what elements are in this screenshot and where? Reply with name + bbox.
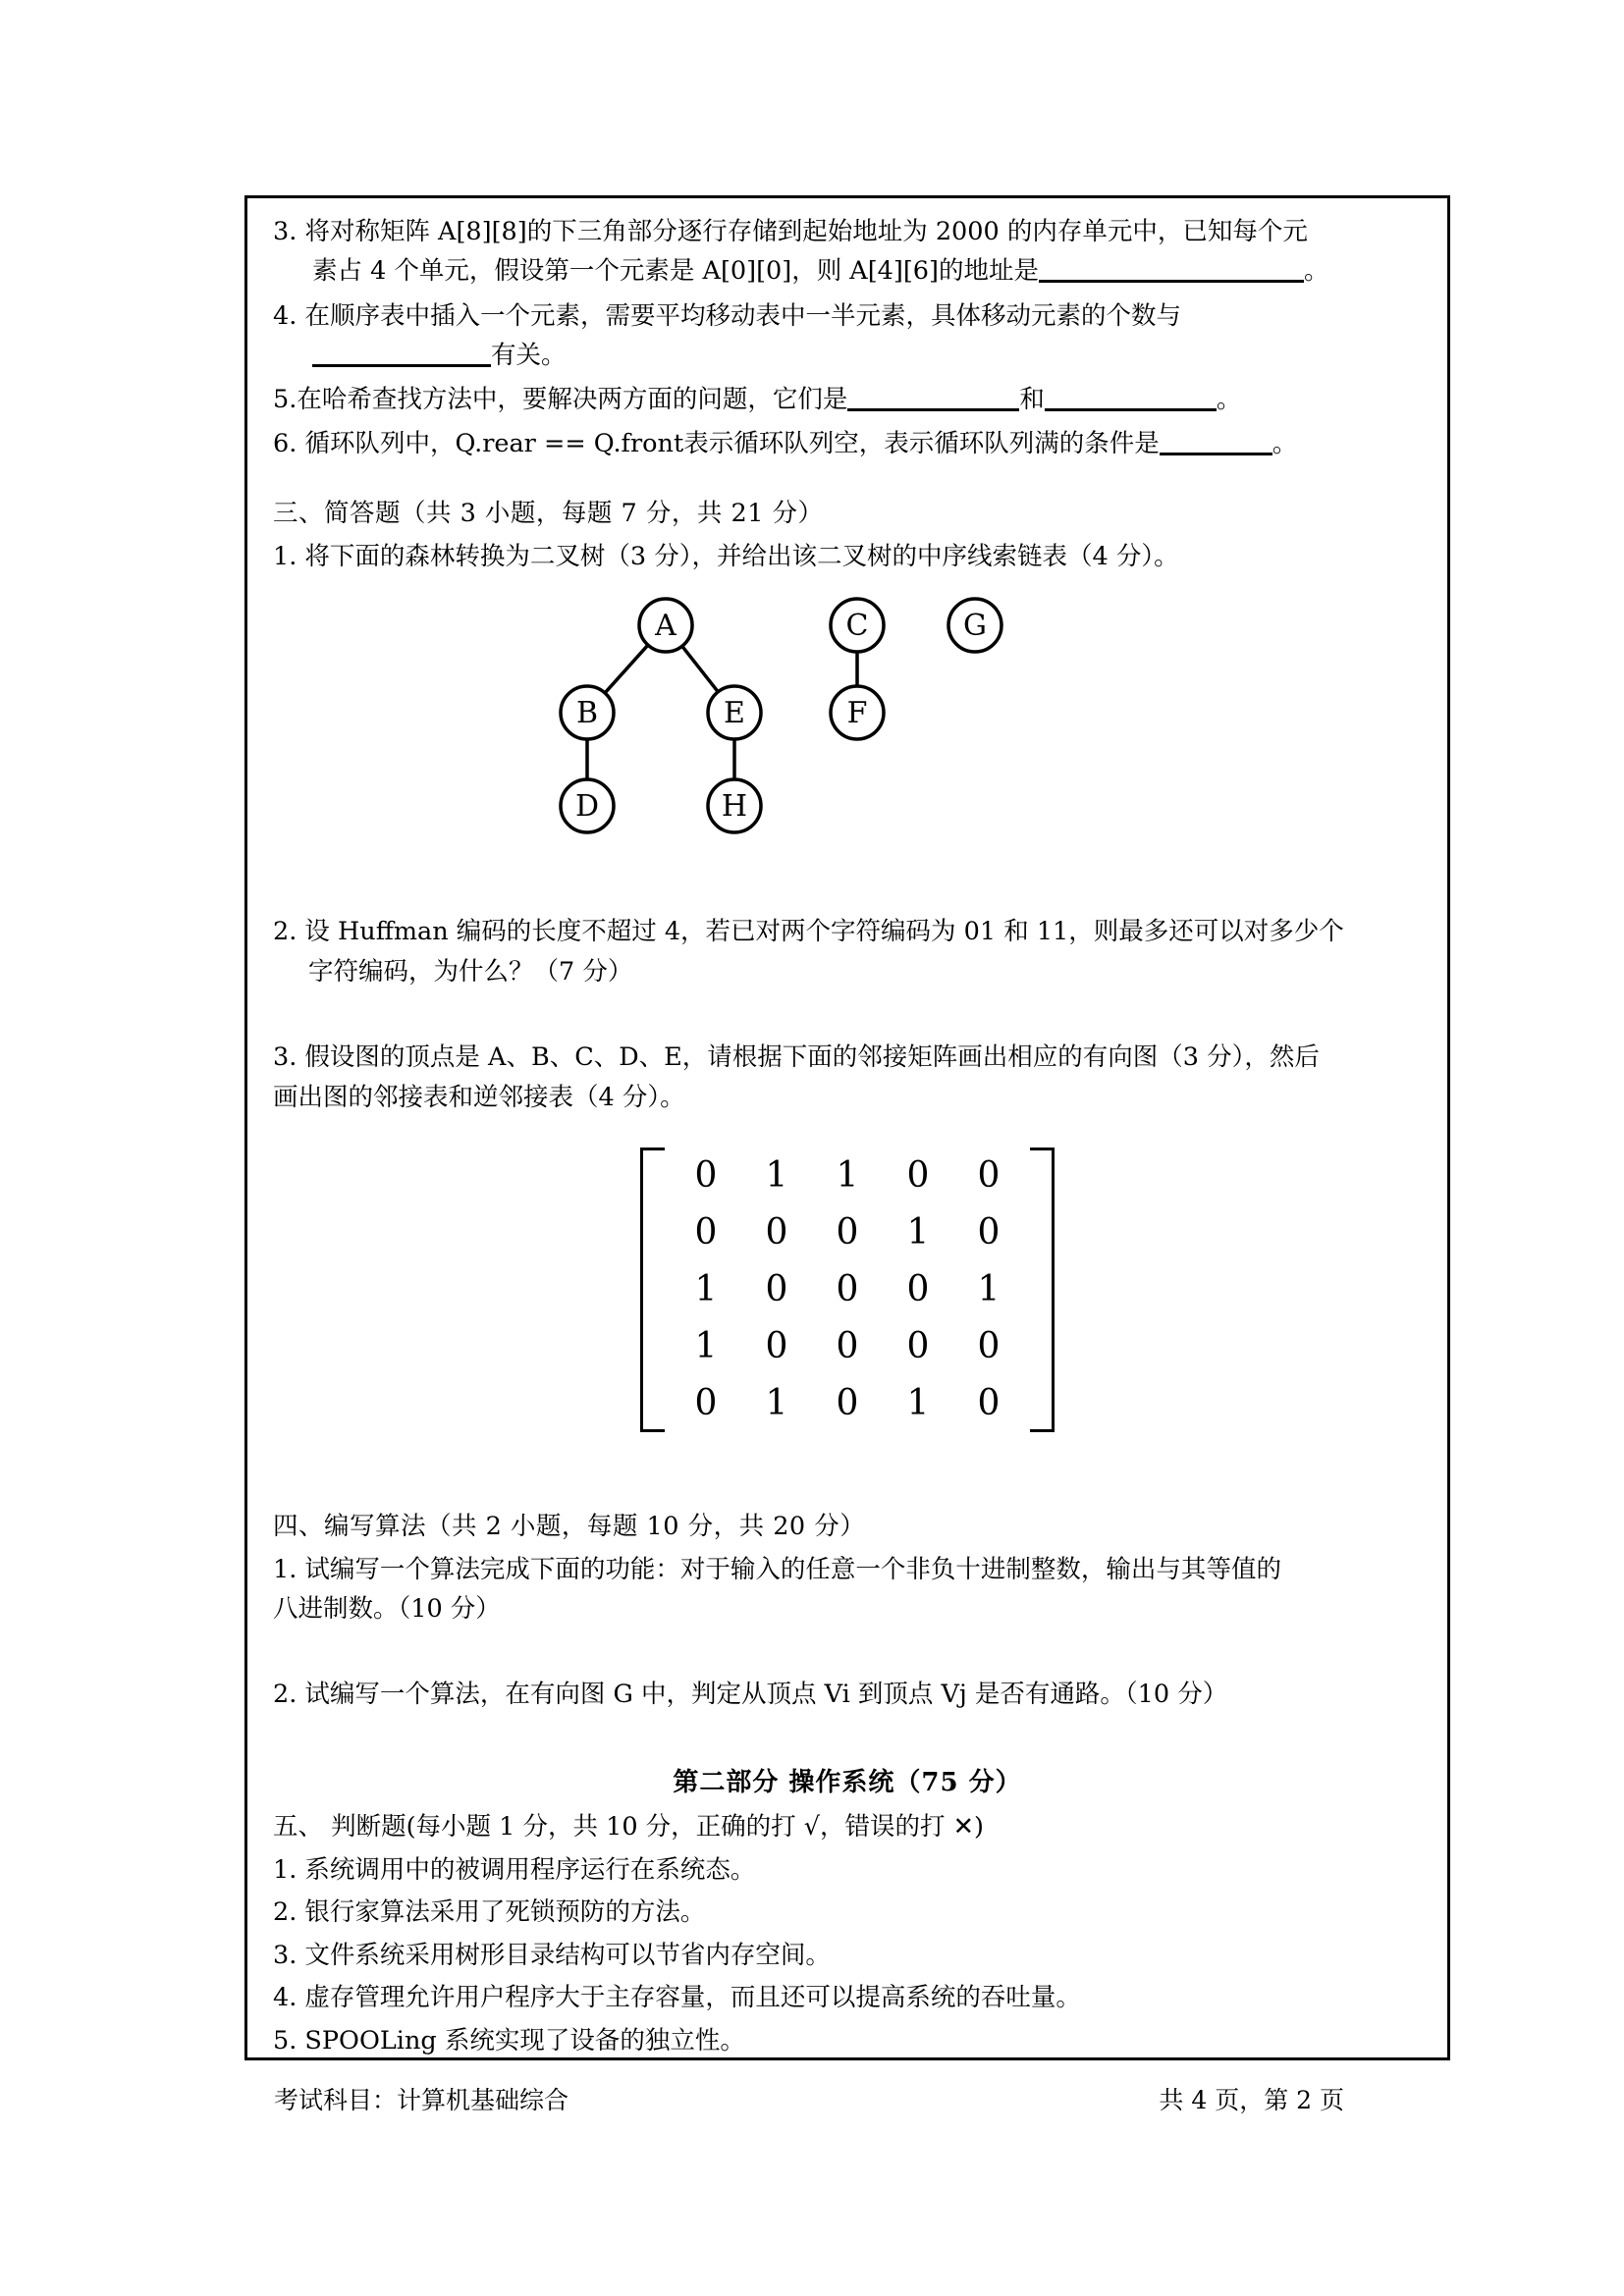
spacer [273, 998, 1422, 1038]
tree-node-H [708, 779, 761, 832]
true-false-item: 1. 系统调用中的被调用程序运行在系统态。 [273, 1854, 756, 1885]
matrix-cell-1-2: 0 [836, 1212, 859, 1254]
tree-node-D [561, 779, 614, 832]
matrix-cell-0-4: 0 [977, 1155, 1001, 1197]
matrix-cell-1-4: 0 [977, 1212, 1001, 1254]
matrix-cell-4-1: 1 [765, 1383, 788, 1424]
true-false-item: 2. 银行家算法采用了死锁预防的方法。 [273, 1897, 706, 1928]
matrix-cell-0-2: 1 [836, 1155, 859, 1197]
answer-blank[interactable] [312, 364, 491, 367]
section-4-question-2: 2. 试编写一个算法，在有向图 G 中，判定从顶点 Vi 到顶点 Vj 是否有通路。（10 分） [273, 1680, 1228, 1710]
tree-node-label: F [846, 696, 868, 731]
fill-item-4 [273, 296, 1422, 376]
item-text-after: 。 [1216, 385, 1242, 415]
adjacency-matrix-figure [273, 1148, 1422, 1432]
tree-node-C [831, 599, 884, 652]
footer-subject: 考试科目：计算机基础综合 [274, 2086, 569, 2114]
section-3-header: 三、简答题（共 3 小题，每题 7 分，共 21 分） [273, 498, 824, 528]
tree-node-label: G [963, 609, 987, 644]
matrix-left-bracket [640, 1148, 665, 1432]
matrix-cell-3-1: 0 [765, 1326, 788, 1367]
matrix-cell-3-4: 0 [977, 1326, 1001, 1367]
item-number: 4. [273, 300, 298, 331]
matrix-cell-4-2: 0 [836, 1383, 859, 1424]
item-line2-wrapper [273, 251, 1422, 291]
matrix-cell-4-0: 0 [694, 1383, 718, 1424]
matrix-cell-2-4: 1 [977, 1269, 1001, 1310]
section-4-header: 四、编写算法（共 2 小题，每题 10 分，共 20 分） [273, 1511, 866, 1541]
matrix-cell-1-1: 0 [765, 1212, 788, 1254]
item-text-line2-before: 素占 4 个单元，假设第一个元素是 A[0][0]，则 A[4][6]的地址是 [312, 256, 1039, 287]
spacer [273, 1635, 1422, 1675]
page-footer [274, 2081, 1433, 2116]
item-text-middle: 和 [1019, 385, 1045, 415]
fill-item-3 [273, 212, 1422, 292]
item-text-line1: 在顺序表中插入一个元素，需要平均移动表中一半元素，具体移动元素的个数与 [304, 300, 1181, 331]
part-2-title: 第二部分 操作系统（75 分） [673, 1768, 1022, 1798]
matrix-cell-3-3: 0 [906, 1326, 930, 1367]
item-number: 6. [273, 429, 298, 459]
matrix-cell-2-0: 1 [694, 1269, 718, 1310]
matrix-cell-3-2: 0 [836, 1326, 859, 1367]
item-text-line1: 将对称矩阵 A[8][8]的下三角部分逐行存储到起始地址为 2000 的内存单元中，已知每个元 [304, 217, 1308, 246]
tree-node-label: E [724, 696, 745, 731]
item-line2-wrapper [273, 336, 1422, 375]
spacer [273, 1432, 1422, 1491]
matrix-cell-0-3: 0 [906, 1155, 930, 1197]
item-text-after: 。 [1272, 429, 1298, 459]
item-text-line2-after: 有关。 [491, 340, 567, 370]
adjacency-matrix-table [671, 1148, 1024, 1432]
tree-edge-A-E [682, 647, 719, 693]
q2-line1: 2. 设 Huffman 编码的长度不超过 4，若已对两个字符编码为 01 和 11，则最多还可以对多少个 [273, 917, 1344, 947]
item-number: 3. [273, 217, 298, 246]
fill-item-6 [273, 424, 1422, 463]
item-text-before: 在哈希查找方法中，要解决两方面的问题，它们是 [297, 385, 848, 415]
matrix-cell-2-1: 0 [765, 1269, 788, 1310]
matrix-cell-0-0: 0 [694, 1155, 718, 1197]
answer-blank[interactable] [1039, 280, 1304, 283]
section-5-header: 五、 判断题(每小题 1 分，共 10 分，正确的打 √，错误的打 ✕) [273, 1812, 984, 1842]
matrix-cell-0-1: 1 [765, 1155, 788, 1197]
fill-item-5 [273, 380, 1422, 419]
forest-diagram-svg [273, 588, 1422, 882]
tree-node-B [561, 686, 614, 739]
exam-page-frame [244, 195, 1450, 2060]
tree-nodes [561, 599, 1001, 832]
fill-in-section [273, 212, 1422, 464]
true-false-item: 3. 文件系统采用树形目录结构可以节省内存空间。 [273, 1940, 831, 1970]
q2-line2: 字符编码，为什么？（7 分） [308, 957, 633, 988]
tree-node-F [831, 686, 884, 739]
tree-edge-A-B [605, 646, 648, 694]
matrix-row [671, 1318, 1024, 1375]
true-false-list [273, 1851, 1422, 2061]
s4q1-line1: 1. 试编写一个算法完成下面的功能：对于输入的任意一个非负十进制整数，输出与其等值的 [273, 1554, 1281, 1584]
matrix-cell-2-2: 0 [836, 1269, 859, 1310]
answer-blank-a[interactable] [847, 408, 1019, 411]
tree-node-label: B [575, 696, 599, 731]
matrix-wrapper [640, 1148, 1055, 1432]
tree-node-A [639, 599, 692, 652]
answer-blank[interactable] [1160, 453, 1272, 455]
tree-node-label: D [574, 789, 600, 825]
answer-blank-b[interactable] [1045, 408, 1217, 411]
matrix-row [671, 1148, 1024, 1204]
matrix-cell-4-3: 1 [906, 1383, 930, 1424]
item-number: 5. [273, 385, 298, 415]
matrix-cell-3-0: 1 [694, 1326, 718, 1367]
tree-node-label: A [655, 609, 677, 644]
matrix-cell-2-3: 0 [906, 1269, 930, 1310]
section-4-question-1 [273, 1550, 1422, 1630]
tree-node-label: C [845, 609, 869, 644]
true-false-item: 4. 虚存管理允许用户程序大于主存容量，而且还可以提高系统的吞吐量。 [273, 1983, 1081, 2013]
matrix-cell-1-0: 0 [694, 1212, 718, 1254]
tree-node-G [948, 599, 1001, 652]
section-3-question-3 [273, 1038, 1422, 1118]
forest-diagram [273, 588, 1422, 912]
matrix-row [671, 1204, 1024, 1261]
matrix-cell-4-4: 0 [977, 1383, 1001, 1424]
item-text-line2-after: 。 [1303, 256, 1329, 287]
section-3-question-2 [273, 912, 1422, 992]
q3-line1: 3. 假设图的顶点是 A、B、C、D、E，请根据下面的邻接矩阵画出相应的有向图（3 分），然后 [273, 1042, 1320, 1073]
tree-node-E [708, 686, 761, 739]
matrix-right-bracket [1030, 1148, 1055, 1432]
tree-node-label: H [721, 789, 748, 825]
section-3-question-1: 1. 将下面的森林转换为二叉树（3 分），并给出该二叉树的中序线索链表（4 分）。 [273, 541, 1179, 571]
s4q1-line2: 八进制数。（10 分） [273, 1594, 501, 1625]
item-text-before: 循环队列中，Q.rear == Q.front表示循环队列空，表示循环队列满的条件是 [304, 429, 1160, 459]
matrix-row [671, 1261, 1024, 1318]
true-false-item: 5. SPOOLing 系统实现了设备的独立性。 [273, 2025, 745, 2056]
footer-page-number: 共 4 页，第 2 页 [1159, 2086, 1344, 2114]
matrix-row [671, 1375, 1024, 1432]
q3-line2: 画出图的邻接表和逆邻接表（4 分）。 [273, 1082, 685, 1112]
matrix-cell-1-3: 1 [906, 1212, 930, 1254]
